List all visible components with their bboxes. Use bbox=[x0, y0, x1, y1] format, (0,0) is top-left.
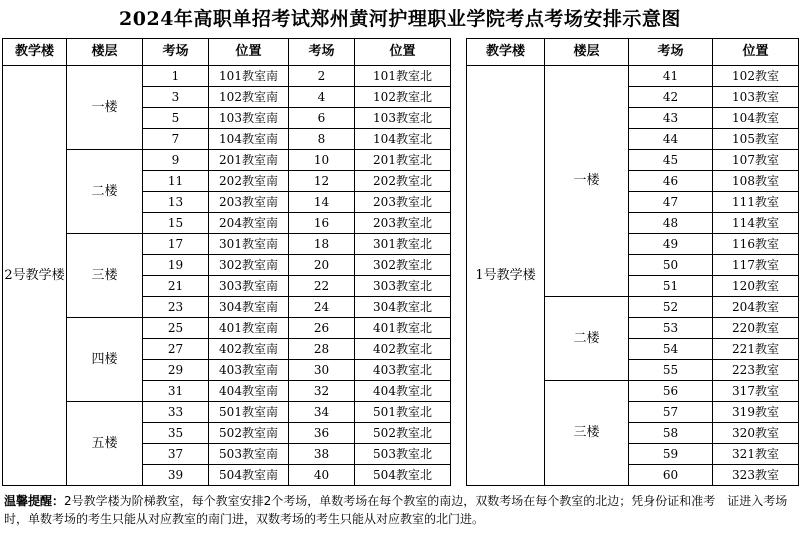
floor-cell: 三楼 bbox=[67, 234, 143, 318]
floor-cell: 三楼 bbox=[545, 381, 629, 486]
room-location: 202教室南 bbox=[209, 171, 289, 192]
header-location: 位置 bbox=[355, 39, 451, 66]
room-location: 101教室北 bbox=[355, 66, 451, 87]
room-number: 16 bbox=[289, 213, 355, 234]
floor-cell: 五楼 bbox=[67, 402, 143, 486]
room-location: 302教室北 bbox=[355, 255, 451, 276]
room-location: 223教室 bbox=[713, 360, 799, 381]
room-number: 20 bbox=[289, 255, 355, 276]
room-number: 38 bbox=[289, 444, 355, 465]
room-number: 27 bbox=[143, 339, 209, 360]
room-location: 402教室南 bbox=[209, 339, 289, 360]
header-building: 教学楼 bbox=[467, 39, 545, 66]
room-number: 23 bbox=[143, 297, 209, 318]
table-header-row bbox=[467, 39, 799, 66]
room-location: 116教室 bbox=[713, 234, 799, 255]
room-location: 202教室北 bbox=[355, 171, 451, 192]
room-location: 301教室南 bbox=[209, 234, 289, 255]
room-location: 503教室北 bbox=[355, 444, 451, 465]
room-location: 404教室南 bbox=[209, 381, 289, 402]
header-room: 考场 bbox=[143, 39, 209, 66]
header-building: 教学楼 bbox=[3, 39, 67, 66]
room-location: 303教室北 bbox=[355, 276, 451, 297]
room-location: 204教室南 bbox=[209, 213, 289, 234]
room-number: 41 bbox=[629, 66, 713, 87]
room-location: 203教室南 bbox=[209, 192, 289, 213]
room-number: 39 bbox=[143, 465, 209, 486]
room-location: 319教室 bbox=[713, 402, 799, 423]
room-number: 55 bbox=[629, 360, 713, 381]
room-number: 26 bbox=[289, 318, 355, 339]
room-location: 403教室南 bbox=[209, 360, 289, 381]
room-location: 117教室 bbox=[713, 255, 799, 276]
room-number: 53 bbox=[629, 318, 713, 339]
reminder-text: 2号教学楼为阶梯教室，每个教室安排2个考场，单数考场在每个教室的南边，双数考场在每个教室的北边；凭身份证和准考 证进入考场时，单数考场的考生只能从对应教室的南门进，双数考场的考生只能从对应教室的北门进。 bbox=[4, 494, 788, 526]
room-number: 24 bbox=[289, 297, 355, 318]
room-number: 57 bbox=[629, 402, 713, 423]
header-location: 位置 bbox=[713, 39, 799, 66]
room-location: 220教室 bbox=[713, 318, 799, 339]
room-number: 52 bbox=[629, 297, 713, 318]
room-number: 29 bbox=[143, 360, 209, 381]
room-number: 42 bbox=[629, 87, 713, 108]
room-number: 5 bbox=[143, 108, 209, 129]
room-location: 304教室北 bbox=[355, 297, 451, 318]
floor-cell: 二楼 bbox=[545, 297, 629, 381]
header-location: 位置 bbox=[209, 39, 289, 66]
room-number: 43 bbox=[629, 108, 713, 129]
room-location: 320教室 bbox=[713, 423, 799, 444]
room-number: 58 bbox=[629, 423, 713, 444]
room-location: 201教室北 bbox=[355, 150, 451, 171]
room-number: 3 bbox=[143, 87, 209, 108]
room-number: 31 bbox=[143, 381, 209, 402]
room-location: 304教室南 bbox=[209, 297, 289, 318]
room-number: 33 bbox=[143, 402, 209, 423]
room-location: 504教室南 bbox=[209, 465, 289, 486]
table-header-row bbox=[3, 39, 451, 66]
room-location: 401教室北 bbox=[355, 318, 451, 339]
table-row bbox=[3, 66, 451, 87]
room-location: 323教室 bbox=[713, 465, 799, 486]
room-location: 502教室南 bbox=[209, 423, 289, 444]
room-number: 32 bbox=[289, 381, 355, 402]
room-number: 37 bbox=[143, 444, 209, 465]
room-number: 9 bbox=[143, 150, 209, 171]
room-number: 8 bbox=[289, 129, 355, 150]
room-location: 503教室南 bbox=[209, 444, 289, 465]
room-number: 50 bbox=[629, 255, 713, 276]
building-cell: 1号教学楼 bbox=[467, 66, 545, 486]
room-location: 103教室南 bbox=[209, 108, 289, 129]
room-number: 49 bbox=[629, 234, 713, 255]
header-floor: 楼层 bbox=[545, 39, 629, 66]
room-location: 102教室南 bbox=[209, 87, 289, 108]
room-number: 44 bbox=[629, 129, 713, 150]
room-number: 47 bbox=[629, 192, 713, 213]
room-location: 104教室南 bbox=[209, 129, 289, 150]
room-number: 51 bbox=[629, 276, 713, 297]
header-floor: 楼层 bbox=[67, 39, 143, 66]
room-number: 13 bbox=[143, 192, 209, 213]
floor-cell: 二楼 bbox=[67, 150, 143, 234]
room-number: 28 bbox=[289, 339, 355, 360]
room-location: 301教室北 bbox=[355, 234, 451, 255]
room-location: 103教室北 bbox=[355, 108, 451, 129]
room-location: 104教室 bbox=[713, 108, 799, 129]
table-row bbox=[3, 234, 451, 255]
room-number: 7 bbox=[143, 129, 209, 150]
room-location: 501教室南 bbox=[209, 402, 289, 423]
room-number: 18 bbox=[289, 234, 355, 255]
room-location: 321教室 bbox=[713, 444, 799, 465]
room-number: 6 bbox=[289, 108, 355, 129]
floor-cell: 一楼 bbox=[67, 66, 143, 150]
room-location: 105教室 bbox=[713, 129, 799, 150]
room-number: 54 bbox=[629, 339, 713, 360]
room-location: 501教室北 bbox=[355, 402, 451, 423]
room-number: 21 bbox=[143, 276, 209, 297]
room-location: 107教室 bbox=[713, 150, 799, 171]
room-location: 102教室 bbox=[713, 66, 799, 87]
room-number: 34 bbox=[289, 402, 355, 423]
room-number: 30 bbox=[289, 360, 355, 381]
room-location: 504教室北 bbox=[355, 465, 451, 486]
room-location: 102教室北 bbox=[355, 87, 451, 108]
room-number: 12 bbox=[289, 171, 355, 192]
table-row bbox=[3, 402, 451, 423]
room-location: 103教室 bbox=[713, 87, 799, 108]
room-location: 221教室 bbox=[713, 339, 799, 360]
room-location: 502教室北 bbox=[355, 423, 451, 444]
room-number: 11 bbox=[143, 171, 209, 192]
room-number: 25 bbox=[143, 318, 209, 339]
floor-cell: 四楼 bbox=[67, 318, 143, 402]
room-location: 111教室 bbox=[713, 192, 799, 213]
room-location: 403教室北 bbox=[355, 360, 451, 381]
right-exam-table bbox=[466, 38, 799, 486]
room-number: 1 bbox=[143, 66, 209, 87]
header-room: 考场 bbox=[289, 39, 355, 66]
room-number: 22 bbox=[289, 276, 355, 297]
room-location: 401教室南 bbox=[209, 318, 289, 339]
room-number: 36 bbox=[289, 423, 355, 444]
reminder-label: 温馨提醒： bbox=[4, 494, 65, 508]
room-number: 15 bbox=[143, 213, 209, 234]
room-location: 204教室 bbox=[713, 297, 799, 318]
room-location: 108教室 bbox=[713, 171, 799, 192]
left-exam-table bbox=[2, 38, 451, 486]
table-row bbox=[3, 150, 451, 171]
page-title: 2024年高职单招考试郑州黄河护理职业学院考点考场安排示意图 bbox=[119, 8, 681, 30]
room-number: 59 bbox=[629, 444, 713, 465]
room-location: 120教室 bbox=[713, 276, 799, 297]
room-location: 203教室北 bbox=[355, 192, 451, 213]
room-number: 40 bbox=[289, 465, 355, 486]
room-location: 201教室南 bbox=[209, 150, 289, 171]
room-number: 2 bbox=[289, 66, 355, 87]
room-number: 4 bbox=[289, 87, 355, 108]
room-location: 114教室 bbox=[713, 213, 799, 234]
room-number: 14 bbox=[289, 192, 355, 213]
room-location: 203教室北 bbox=[355, 213, 451, 234]
room-number: 45 bbox=[629, 150, 713, 171]
table-row bbox=[467, 66, 799, 87]
room-location: 101教室南 bbox=[209, 66, 289, 87]
building-cell: 2号教学楼 bbox=[3, 66, 67, 486]
room-location: 303教室南 bbox=[209, 276, 289, 297]
room-number: 46 bbox=[629, 171, 713, 192]
room-number: 35 bbox=[143, 423, 209, 444]
room-number: 56 bbox=[629, 381, 713, 402]
room-number: 48 bbox=[629, 213, 713, 234]
header-room: 考场 bbox=[629, 39, 713, 66]
room-number: 10 bbox=[289, 150, 355, 171]
room-location: 404教室北 bbox=[355, 381, 451, 402]
room-location: 104教室北 bbox=[355, 129, 451, 150]
floor-cell: 一楼 bbox=[545, 66, 629, 297]
room-number: 17 bbox=[143, 234, 209, 255]
room-location: 402教室北 bbox=[355, 339, 451, 360]
reminder-note bbox=[4, 492, 798, 528]
room-location: 302教室南 bbox=[209, 255, 289, 276]
room-number: 60 bbox=[629, 465, 713, 486]
room-number: 19 bbox=[143, 255, 209, 276]
table-row bbox=[3, 318, 451, 339]
room-location: 317教室 bbox=[713, 381, 799, 402]
